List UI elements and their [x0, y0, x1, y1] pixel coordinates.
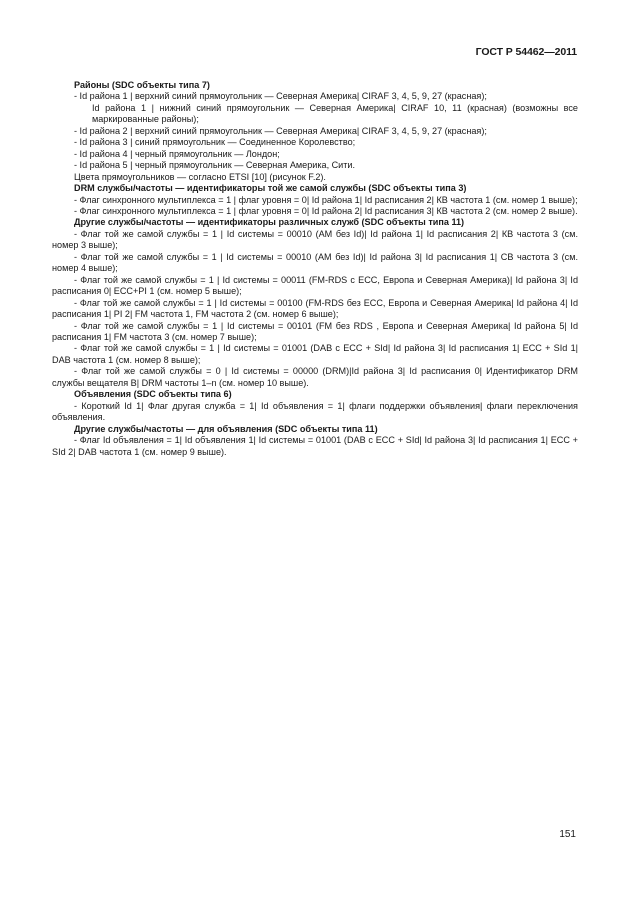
drm-service-line: - Флаг синхронного мультиплекса = 1 | флаг уровня = 0| Id района 1| Id расписания 2| КВ частота 1 (см. номер 1 выше); — [74, 194, 578, 205]
section-heading-announcement-services: Другие службы/частоты — для объявления (SDC объекты типа 11) — [74, 423, 378, 434]
region-line: Id района 1 | нижний синий прямоугольник — Северная Америка| CIRAF 10, 11 (красная) (возможны все маркированные районы); — [92, 102, 578, 125]
page-number: 151 — [559, 829, 576, 840]
region-line: - Id района 2 | верхний синий прямоугольник — Северная Америка| CIRAF 3, 4, 5, 9, 27 (красная); — [74, 125, 487, 136]
other-service-line: - Флаг той же самой службы = 1 | Id системы = 00010 (АМ без Id)| Id района 1| Id расписания 2| КВ частота 3 (см. номер 3 выше); — [52, 228, 578, 251]
other-service-line: - Флаг той же самой службы = 1 | Id системы = 00101 (FM без RDS , Европа и Северная Америка| Id района 5| Id расписания 1| FM частота 3 (см. номер 7 выше); — [52, 320, 578, 342]
region-line: - Id района 5 | черный прямоугольник — Северная Америка, Сити. — [74, 160, 356, 171]
other-service-line: - Флаг той же самой службы = 1 | Id системы = 01001 (DAB с ECC + SId| Id района 3| Id расписания 1| ECC + SId 1| DAB частота 1 (см. номер 8 выше); — [52, 343, 578, 365]
region-line: - Id района 3 | синий прямоугольник — Соединенное Королевство; — [74, 137, 356, 148]
other-service-line: - Флаг той же самой службы = 1 | Id системы = 00100 (FM-RDS без ECC, Европа и Северная Америка| Id района 4| Id расписания 1| PI 2| FM частота 1, FM частота 2 (см. номер 6 выше); — [52, 297, 578, 320]
drm-service-line: - Флаг синхронного мультиплекса = 1 | флаг уровня = 0| Id района 2| Id расписания 3| КВ частота 2 (см. номер 2 выше). — [74, 205, 578, 216]
document-standard-header: ГОСТ Р 54462—2011 — [475, 46, 577, 58]
other-service-line: - Флаг той же самой службы = 0 | Id системы = 00000 (DRM)|Id района 3| Id расписания 0| Идентификатор DRM службы вещателя B| DRM частоты 1–n (см. номер 10 выше). — [52, 366, 578, 388]
document-body — [52, 80, 578, 458]
section-heading-announcements: Объявления (SDC объекты типа 6) — [74, 389, 232, 400]
region-colors-note: Цвета прямоугольников — согласно ETSI [10] (рисунок F.2). — [74, 171, 326, 182]
announcement-line: - Короткий Id 1| Флаг другая служба = 1| Id объявления = 1| флаги поддержки объявления| флаги переключения объявления. — [52, 400, 578, 423]
section-heading-drm-services: DRM службы/частоты — идентификаторы той же самой службы (SDC объекты типа 3) — [74, 183, 467, 194]
region-line: - Id района 4 | черный прямоугольник — Лондон; — [74, 148, 280, 159]
region-line: - Id района 1 | верхний синий прямоугольник — Северная Америка| CIRAF 3, 4, 5, 9, 27 (красная); — [74, 91, 487, 102]
announcement-service-line: - Флаг Id объявления = 1| Id объявления 1| Id системы = 01001 (DAB с ECC + SId| Id района 3| Id расписания 1| ECC + SId 2| DAB частота 1 (см. номер 9 выше). — [52, 435, 578, 457]
other-service-line: - Флаг той же самой службы = 1 | Id системы = 00011 (FM-RDS с ECC, Европа и Северная Америка)| Id района 3| Id расписания 0| ECC+PI 1 (см. номер 5 выше); — [52, 274, 578, 297]
section-heading-other-services: Другие службы/частоты — идентификаторы различных служб (SDC объекты типа 11) — [74, 217, 465, 228]
section-heading-regions: Районы (SDC объекты типа 7) — [74, 80, 210, 90]
other-service-line: - Флаг той же самой службы = 1 | Id системы = 00010 (АМ без Id)| Id района 3| Id расписания 1| СВ частота 3 (см. номер 4 выше); — [52, 251, 578, 274]
